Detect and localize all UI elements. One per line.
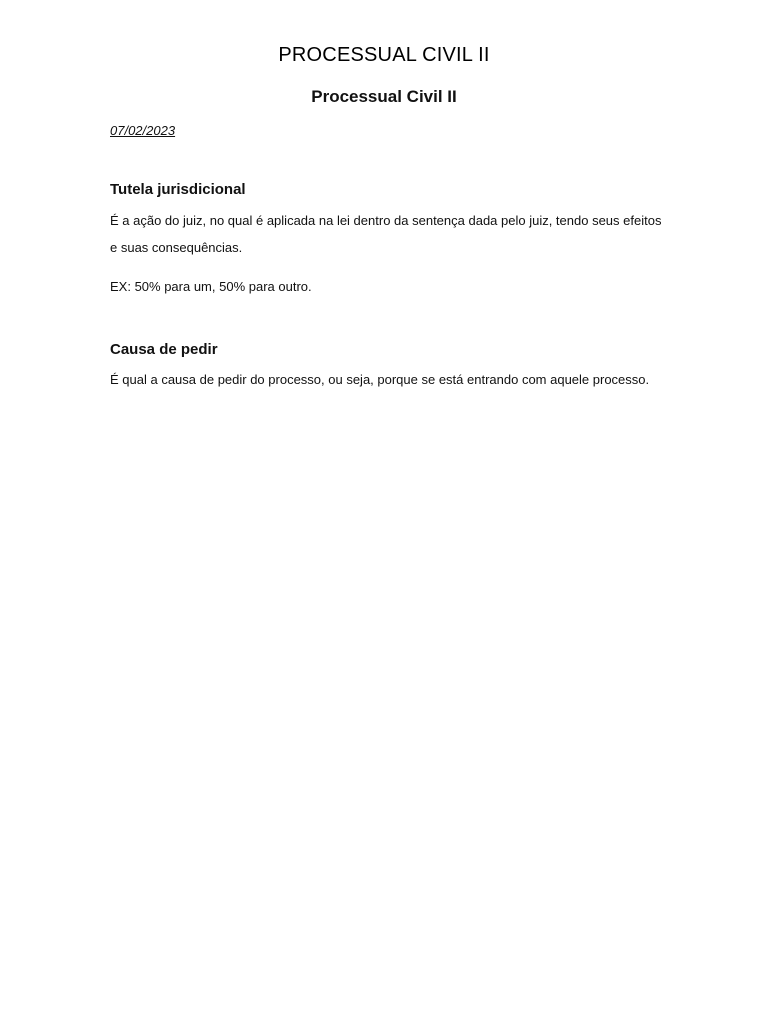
document-title: Processual Civil II [311, 87, 457, 106]
section-example-tutela: EX: 50% para um, 50% para outro. [110, 279, 312, 294]
document-date: 07/02/2023 [110, 123, 176, 138]
page-header-title: PROCESSUAL CIVIL II [278, 44, 490, 66]
section-paragraph-causa: É qual a causa de pedir do processo, ou seja, porque se está entrando com aquele processo. [110, 372, 650, 387]
section-paragraph-tutela: É a ação do juiz, no qual é aplicada na lei dentro da sentença dada pelo juiz, tendo seus efeitos e suas consequências. [110, 213, 662, 255]
section-heading-causa: Causa de pedir [110, 341, 218, 358]
section-heading-tutela: Tutela jurisdicional [110, 181, 246, 198]
